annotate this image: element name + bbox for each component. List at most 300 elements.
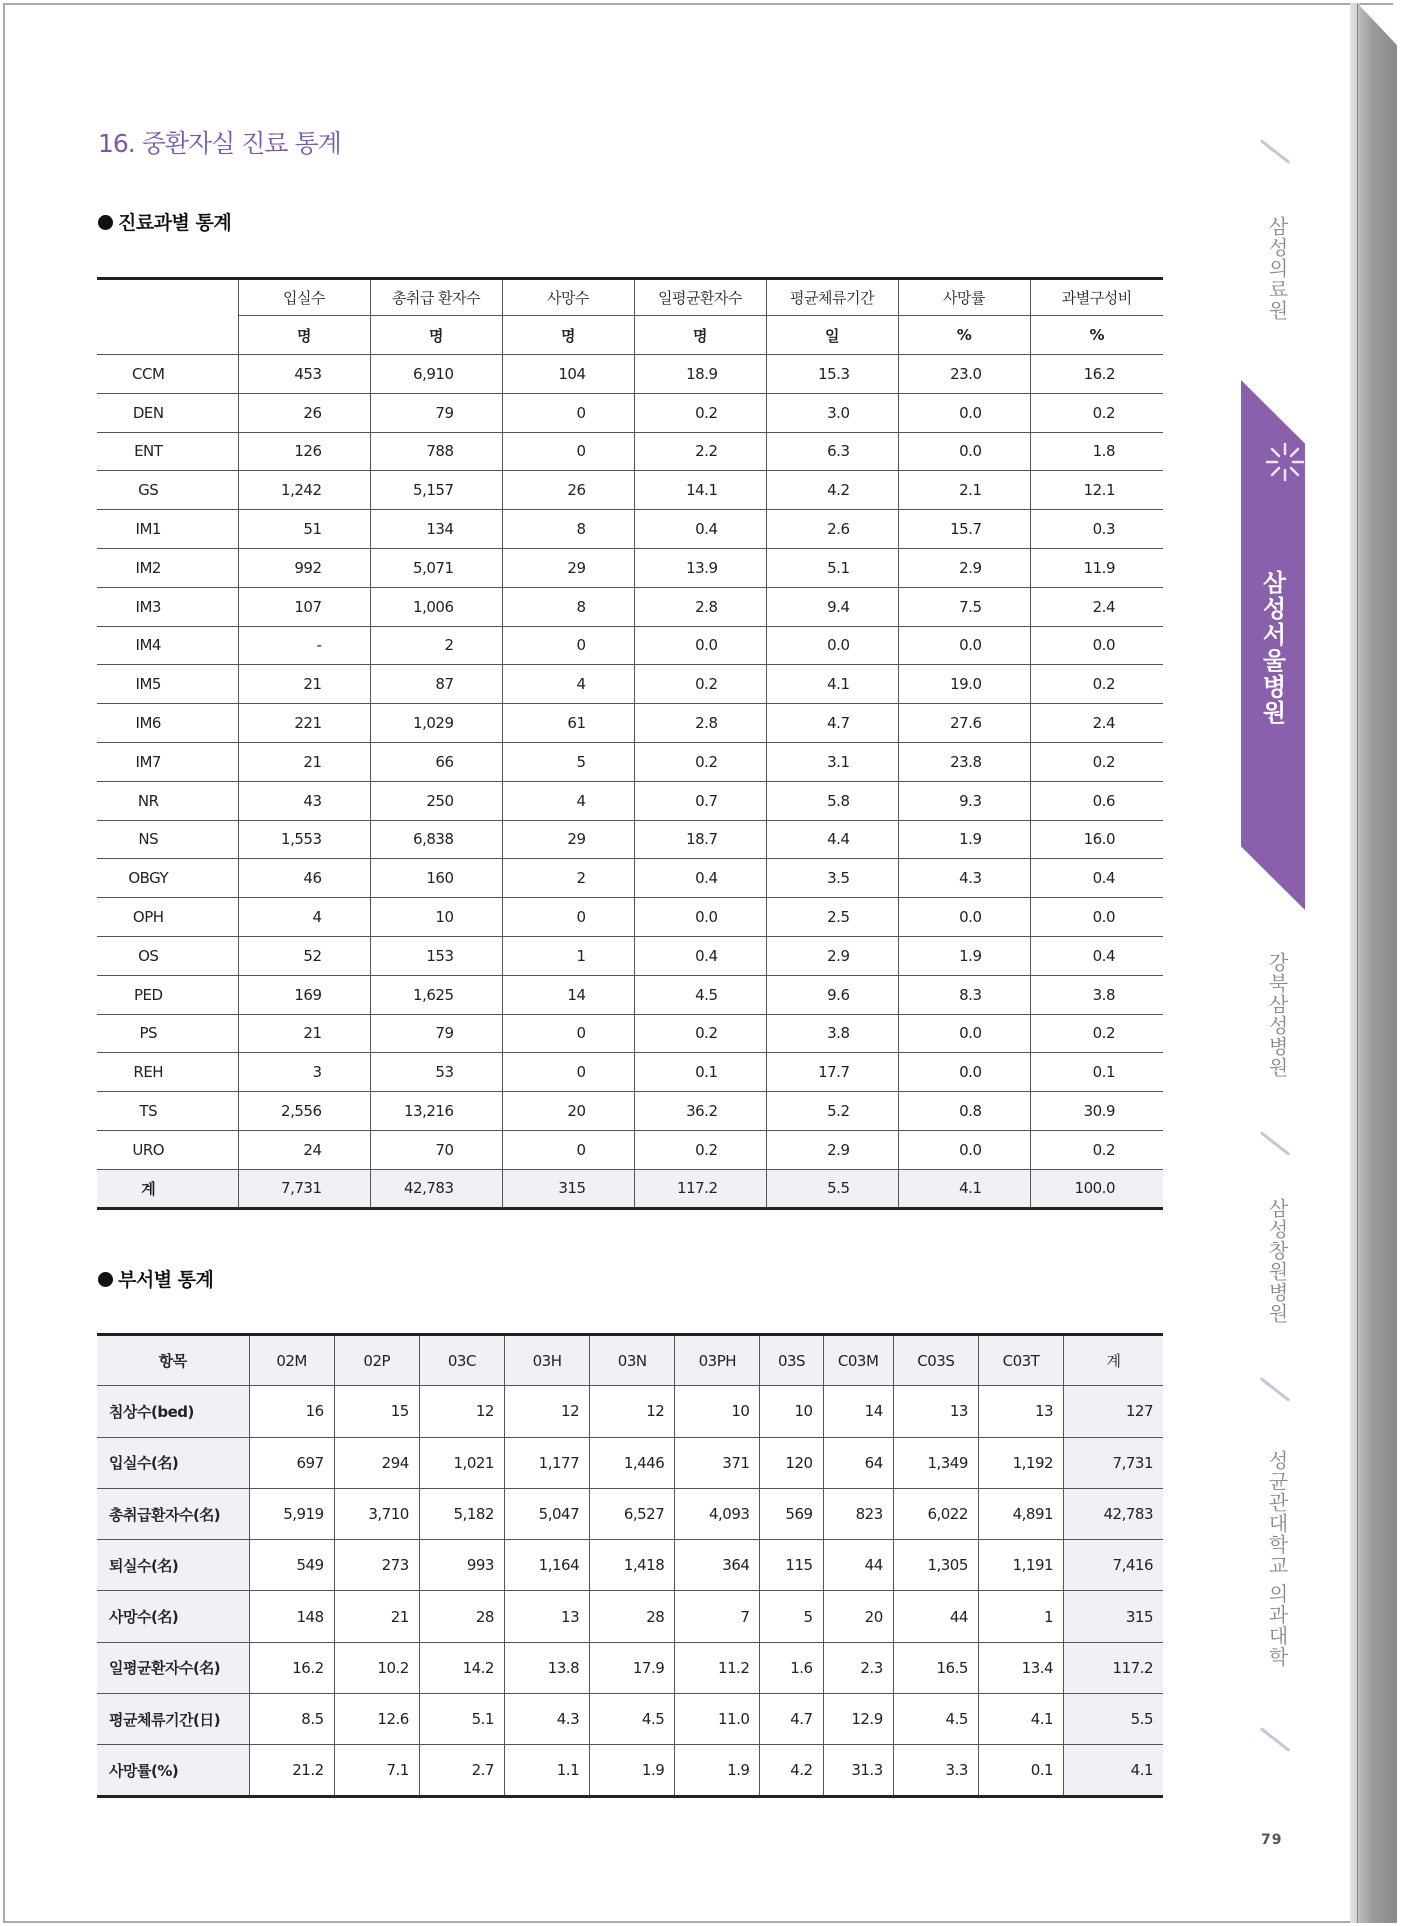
cell: 4,093: [675, 1488, 760, 1539]
row-label: 일평균환자수(名): [97, 1642, 249, 1693]
cell: 1,029: [370, 704, 502, 743]
cell: 0.2: [634, 665, 766, 704]
cell: 46: [238, 859, 370, 898]
cell: 12: [504, 1386, 589, 1437]
cell: 788: [370, 432, 502, 471]
cell: 0.0: [898, 1130, 1030, 1169]
cell: 5.8: [766, 781, 898, 820]
cell: 4: [502, 665, 634, 704]
col-header: C03M: [823, 1335, 893, 1386]
cell: 17.7: [766, 1053, 898, 1092]
cell: 117.2: [634, 1169, 766, 1208]
cell: 3: [238, 1053, 370, 1092]
unit-header: 명: [502, 316, 634, 355]
col-header: 03N: [590, 1335, 675, 1386]
cell: 8.3: [898, 975, 1030, 1014]
cell: 21: [238, 1014, 370, 1053]
cell: 3.1: [766, 742, 898, 781]
cell: 2.8: [634, 587, 766, 626]
cell: 0.0: [1030, 626, 1163, 665]
cell: 1,418: [590, 1540, 675, 1591]
cell: 4.7: [766, 704, 898, 743]
cell: 66: [370, 742, 502, 781]
cell: 14.1: [634, 471, 766, 510]
cell: 7.5: [898, 587, 1030, 626]
col-header: 과별구성비: [1030, 279, 1163, 316]
unit-stats-table: [97, 1333, 1163, 1798]
table-row: [97, 471, 1163, 510]
cell: 0.8: [898, 1092, 1030, 1131]
cell: 4.5: [634, 975, 766, 1014]
cell: 8.5: [249, 1694, 334, 1745]
cell: 7,731: [238, 1169, 370, 1208]
col-header: 평균체류기간: [766, 279, 898, 316]
cell: 7,416: [1064, 1540, 1163, 1591]
cell: 12.1: [1030, 471, 1163, 510]
cell: 4.2: [766, 471, 898, 510]
cell: 6,838: [370, 820, 502, 859]
cell: 4.2: [760, 1745, 823, 1796]
row-label: GS: [97, 471, 238, 510]
cell: 221: [238, 704, 370, 743]
cell: 4.3: [504, 1694, 589, 1745]
cell: 1.6: [760, 1642, 823, 1693]
dept-stats-table: [97, 277, 1163, 1210]
table-row: [97, 1694, 1163, 1745]
cell: 5: [502, 742, 634, 781]
cell: 1.1: [504, 1745, 589, 1796]
cell: 4,891: [978, 1488, 1063, 1539]
dept-stats-heading-text: 진료과별 통계: [118, 212, 232, 234]
side-tab-samsung-seoul[interactable]: 삼성서울병원: [1258, 570, 1286, 726]
cell: 18.7: [634, 820, 766, 859]
col-header: 02P: [334, 1335, 419, 1386]
cell: 5: [760, 1591, 823, 1642]
unit-header: 명: [238, 316, 370, 355]
cell: 0.2: [1030, 665, 1163, 704]
bullet-icon: [98, 1272, 113, 1287]
cell: 52: [238, 936, 370, 975]
row-label: CCM: [97, 355, 238, 394]
cell: 5.5: [766, 1169, 898, 1208]
cell: 5,157: [370, 471, 502, 510]
row-label: 계: [97, 1169, 238, 1208]
cell: 14: [502, 975, 634, 1014]
cell: 23.0: [898, 355, 1030, 394]
cell: 5.5: [1064, 1694, 1163, 1745]
unit-header: 명: [370, 316, 502, 355]
col-header: 입실수: [238, 279, 370, 316]
table-row: [97, 355, 1163, 394]
cell: 0.4: [634, 936, 766, 975]
cell: 0.4: [634, 510, 766, 549]
table-row: [97, 665, 1163, 704]
cell: 127: [1064, 1386, 1163, 1437]
cell: 5,919: [249, 1488, 334, 1539]
cell: 87: [370, 665, 502, 704]
row-label: PED: [97, 975, 238, 1014]
cell: 13: [893, 1386, 978, 1437]
cell: 16.0: [1030, 820, 1163, 859]
cell: 697: [249, 1437, 334, 1488]
cell: 13,216: [370, 1092, 502, 1131]
cell: 549: [249, 1540, 334, 1591]
cell: 21.2: [249, 1745, 334, 1796]
cell: 2.6: [766, 510, 898, 549]
cell: 4.1: [978, 1694, 1063, 1745]
cell: 19.0: [898, 665, 1030, 704]
cell: 4: [502, 781, 634, 820]
row-label: TS: [97, 1092, 238, 1131]
table-row: [97, 1130, 1163, 1169]
cell: 1,305: [893, 1540, 978, 1591]
side-tab-samsung-changwon[interactable]: 삼성창원병원: [1265, 1198, 1289, 1324]
cell: 0.0: [634, 898, 766, 937]
row-label: 침상수(bed): [97, 1386, 249, 1437]
cell: 100.0: [1030, 1169, 1163, 1208]
cell: 2.9: [766, 1130, 898, 1169]
cell: 15.7: [898, 510, 1030, 549]
row-label: 평균체류기간(日): [97, 1694, 249, 1745]
corner-cell: [97, 279, 238, 316]
cell: 0.0: [898, 898, 1030, 937]
cell: 4.5: [590, 1694, 675, 1745]
cell: 2.7: [419, 1745, 504, 1796]
row-label: OS: [97, 936, 238, 975]
cell: 2: [502, 859, 634, 898]
cell: 1,021: [419, 1437, 504, 1488]
cell: 42,783: [1064, 1488, 1163, 1539]
col-header: 사망수: [502, 279, 634, 316]
row-label: DEN: [97, 393, 238, 432]
cell: 104: [502, 355, 634, 394]
table-row: [97, 859, 1163, 898]
cell: 273: [334, 1540, 419, 1591]
cell: 23.8: [898, 742, 1030, 781]
cell: 2.9: [766, 936, 898, 975]
cell: 2.2: [634, 432, 766, 471]
side-tab-samsung-medical[interactable]: 삼성의료원: [1265, 216, 1289, 321]
cell: 12: [590, 1386, 675, 1437]
cell: 7: [675, 1591, 760, 1642]
cell: 4.1: [766, 665, 898, 704]
cell: 0.2: [634, 742, 766, 781]
cell: 26: [502, 471, 634, 510]
cell: 1.9: [675, 1745, 760, 1796]
table-row: [97, 1745, 1163, 1796]
cell: 5.1: [766, 548, 898, 587]
cell: 1.9: [898, 820, 1030, 859]
cell: 0.1: [634, 1053, 766, 1092]
cell: 115: [760, 1540, 823, 1591]
cell: 13.9: [634, 548, 766, 587]
cell: 15: [334, 1386, 419, 1437]
cell: 2.4: [1030, 704, 1163, 743]
cell: 15.3: [766, 355, 898, 394]
cell: 1,625: [370, 975, 502, 1014]
cell: 51: [238, 510, 370, 549]
cell: 2.1: [898, 471, 1030, 510]
cell: 0.2: [1030, 393, 1163, 432]
row-label: OBGY: [97, 859, 238, 898]
cell: 1,242: [238, 471, 370, 510]
row-label: IM1: [97, 510, 238, 549]
cell: 1.9: [590, 1745, 675, 1796]
cell: 569: [760, 1488, 823, 1539]
cell: 1,349: [893, 1437, 978, 1488]
cell: 148: [249, 1591, 334, 1642]
table-row: [97, 1591, 1163, 1642]
cell: 79: [370, 393, 502, 432]
unit-stats-heading-text: 부서별 통계: [118, 1269, 214, 1291]
unit-header: %: [1030, 316, 1163, 355]
cell: 61: [502, 704, 634, 743]
col-header: C03T: [978, 1335, 1063, 1386]
cell: 0: [502, 393, 634, 432]
col-header: 항목: [97, 1335, 249, 1386]
cell: 126: [238, 432, 370, 471]
cell: 16.2: [249, 1642, 334, 1693]
cell: 3.8: [766, 1014, 898, 1053]
cell: 2.5: [766, 898, 898, 937]
cell: 13: [978, 1386, 1063, 1437]
cell: 0: [502, 432, 634, 471]
cell: 10: [370, 898, 502, 937]
col-header: 03S: [760, 1335, 823, 1386]
row-label: IM5: [97, 665, 238, 704]
cell: 1,446: [590, 1437, 675, 1488]
cell: 44: [893, 1591, 978, 1642]
table-row: [97, 1092, 1163, 1131]
cell: 2: [370, 626, 502, 665]
cell: 1,553: [238, 820, 370, 859]
cell: 5,071: [370, 548, 502, 587]
cell: 0.0: [898, 393, 1030, 432]
cell: 4: [238, 898, 370, 937]
cell: 0: [502, 626, 634, 665]
table-row: [97, 1053, 1163, 1092]
cell: 250: [370, 781, 502, 820]
table-row: [97, 393, 1163, 432]
cell: 13.8: [504, 1642, 589, 1693]
cell: 120: [760, 1437, 823, 1488]
cell: 6.3: [766, 432, 898, 471]
row-label: IM7: [97, 742, 238, 781]
cell: 5,182: [419, 1488, 504, 1539]
row-label: ENT: [97, 432, 238, 471]
unit-header: 일: [766, 316, 898, 355]
table-unit-row: [97, 316, 1163, 355]
cell: 29: [502, 820, 634, 859]
cell: 8: [502, 587, 634, 626]
cell: 53: [370, 1053, 502, 1092]
cell: 10: [675, 1386, 760, 1437]
row-label: IM2: [97, 548, 238, 587]
cell: 7,731: [1064, 1437, 1163, 1488]
cell: 6,910: [370, 355, 502, 394]
cell: 11.9: [1030, 548, 1163, 587]
cell: 453: [238, 355, 370, 394]
cell: 371: [675, 1437, 760, 1488]
col-header: 일평균환자수: [634, 279, 766, 316]
col-header: 03H: [504, 1335, 589, 1386]
cell: 4.3: [898, 859, 1030, 898]
cell: 20: [823, 1591, 893, 1642]
cell: 169: [238, 975, 370, 1014]
cell: 13: [504, 1591, 589, 1642]
cell: 36.2: [634, 1092, 766, 1131]
cell: 0.3: [1030, 510, 1163, 549]
bullet-icon: [98, 215, 113, 230]
cell: 0.7: [634, 781, 766, 820]
col-header: 03PH: [675, 1335, 760, 1386]
table-row: [97, 510, 1163, 549]
cell: 992: [238, 548, 370, 587]
cell: 42,783: [370, 1169, 502, 1208]
table-row: [97, 975, 1163, 1014]
table-row: [97, 1437, 1163, 1488]
total-row: [97, 1169, 1163, 1208]
cell: 0.2: [634, 393, 766, 432]
cell: 6,022: [893, 1488, 978, 1539]
cell: 153: [370, 936, 502, 975]
cell: 31.3: [823, 1745, 893, 1796]
cell: 24: [238, 1130, 370, 1169]
cell: 1,006: [370, 587, 502, 626]
row-label: 입실수(名): [97, 1437, 249, 1488]
table-row: [97, 626, 1163, 665]
cell: 107: [238, 587, 370, 626]
cell: 12.6: [334, 1694, 419, 1745]
cell: 3.3: [893, 1745, 978, 1796]
cell: 4.1: [1064, 1745, 1163, 1796]
unit-header: %: [898, 316, 1030, 355]
table-row: [97, 820, 1163, 859]
row-label: 사망수(名): [97, 1591, 249, 1642]
cell: 5.2: [766, 1092, 898, 1131]
row-label: 사망률(%): [97, 1745, 249, 1796]
cell: 0.2: [1030, 1130, 1163, 1169]
cell: 70: [370, 1130, 502, 1169]
cell: 64: [823, 1437, 893, 1488]
dept-stats-heading: [98, 208, 231, 235]
col-header: 총취급 환자수: [370, 279, 502, 316]
cell: 9.4: [766, 587, 898, 626]
col-header: 02M: [249, 1335, 334, 1386]
table-row: [97, 548, 1163, 587]
cell: 0: [502, 1130, 634, 1169]
cell: 0.0: [1030, 898, 1163, 937]
cell: 29: [502, 548, 634, 587]
cell: 0.2: [1030, 742, 1163, 781]
cell: 26: [238, 393, 370, 432]
unit-header: 명: [634, 316, 766, 355]
cell: 21: [334, 1591, 419, 1642]
table-row: [97, 587, 1163, 626]
table-row: [97, 936, 1163, 975]
cell: 28: [590, 1591, 675, 1642]
row-label: URO: [97, 1130, 238, 1169]
cell: 2.4: [1030, 587, 1163, 626]
cell: 0.2: [1030, 1014, 1163, 1053]
cell: 4.5: [893, 1694, 978, 1745]
star-burst-icon: [1263, 440, 1307, 484]
cell: 0.0: [766, 626, 898, 665]
cell: 8: [502, 510, 634, 549]
cell: 0: [502, 1014, 634, 1053]
table-row: [97, 781, 1163, 820]
side-tab-skku-medicine[interactable]: 성균관대학교 의과대학: [1265, 1450, 1289, 1668]
cell: 4.1: [898, 1169, 1030, 1208]
cell: 1,191: [978, 1540, 1063, 1591]
cell: 364: [675, 1540, 760, 1591]
cell: 0.2: [634, 1014, 766, 1053]
page-number: 79: [1261, 1832, 1283, 1848]
page-edge-shadow: [1357, 3, 1397, 1923]
cell: 5,047: [504, 1488, 589, 1539]
cell: 14.2: [419, 1642, 504, 1693]
cell: 20: [502, 1092, 634, 1131]
side-tab-kangbuk-samsung[interactable]: 강북삼성병원: [1265, 952, 1289, 1078]
table-row: [97, 898, 1163, 937]
table-row: [97, 1386, 1163, 1437]
table-header-row: [97, 1335, 1163, 1386]
cell: 4.4: [766, 820, 898, 859]
cell: 14: [823, 1386, 893, 1437]
col-header: 03C: [419, 1335, 504, 1386]
row-label: NS: [97, 820, 238, 859]
cell: 0.4: [1030, 936, 1163, 975]
cell: 9.3: [898, 781, 1030, 820]
row-label: 총취급환자수(名): [97, 1488, 249, 1539]
cell: 1.9: [898, 936, 1030, 975]
row-label: IM3: [97, 587, 238, 626]
cell: 12.9: [823, 1694, 893, 1745]
cell: 17.9: [590, 1642, 675, 1693]
cell: 11.0: [675, 1694, 760, 1745]
row-label: IM6: [97, 704, 238, 743]
cell: 1,177: [504, 1437, 589, 1488]
cell: 0.0: [898, 432, 1030, 471]
table-row: [97, 704, 1163, 743]
cell: 28: [419, 1591, 504, 1642]
table-row: [97, 742, 1163, 781]
cell: 21: [238, 665, 370, 704]
cell: 1,192: [978, 1437, 1063, 1488]
cell: 11.2: [675, 1642, 760, 1693]
cell: 0.0: [898, 626, 1030, 665]
corner-cell: [97, 316, 238, 355]
table-row: [97, 432, 1163, 471]
cell: 0: [502, 1053, 634, 1092]
unit-stats-heading: [98, 1265, 213, 1292]
section-title: 16. 중환자실 진료 통계: [98, 129, 341, 158]
cell: 9.6: [766, 975, 898, 1014]
col-header: 계: [1064, 1335, 1163, 1386]
row-label: 퇴실수(名): [97, 1540, 249, 1591]
cell: 3.0: [766, 393, 898, 432]
cell: 3.5: [766, 859, 898, 898]
cell: 993: [419, 1540, 504, 1591]
cell: 13.4: [978, 1642, 1063, 1693]
row-label: IM4: [97, 626, 238, 665]
cell: 823: [823, 1488, 893, 1539]
cell: 2.9: [898, 548, 1030, 587]
table-row: [97, 1540, 1163, 1591]
cell: 0.4: [634, 859, 766, 898]
cell: 6,527: [590, 1488, 675, 1539]
row-label: NR: [97, 781, 238, 820]
